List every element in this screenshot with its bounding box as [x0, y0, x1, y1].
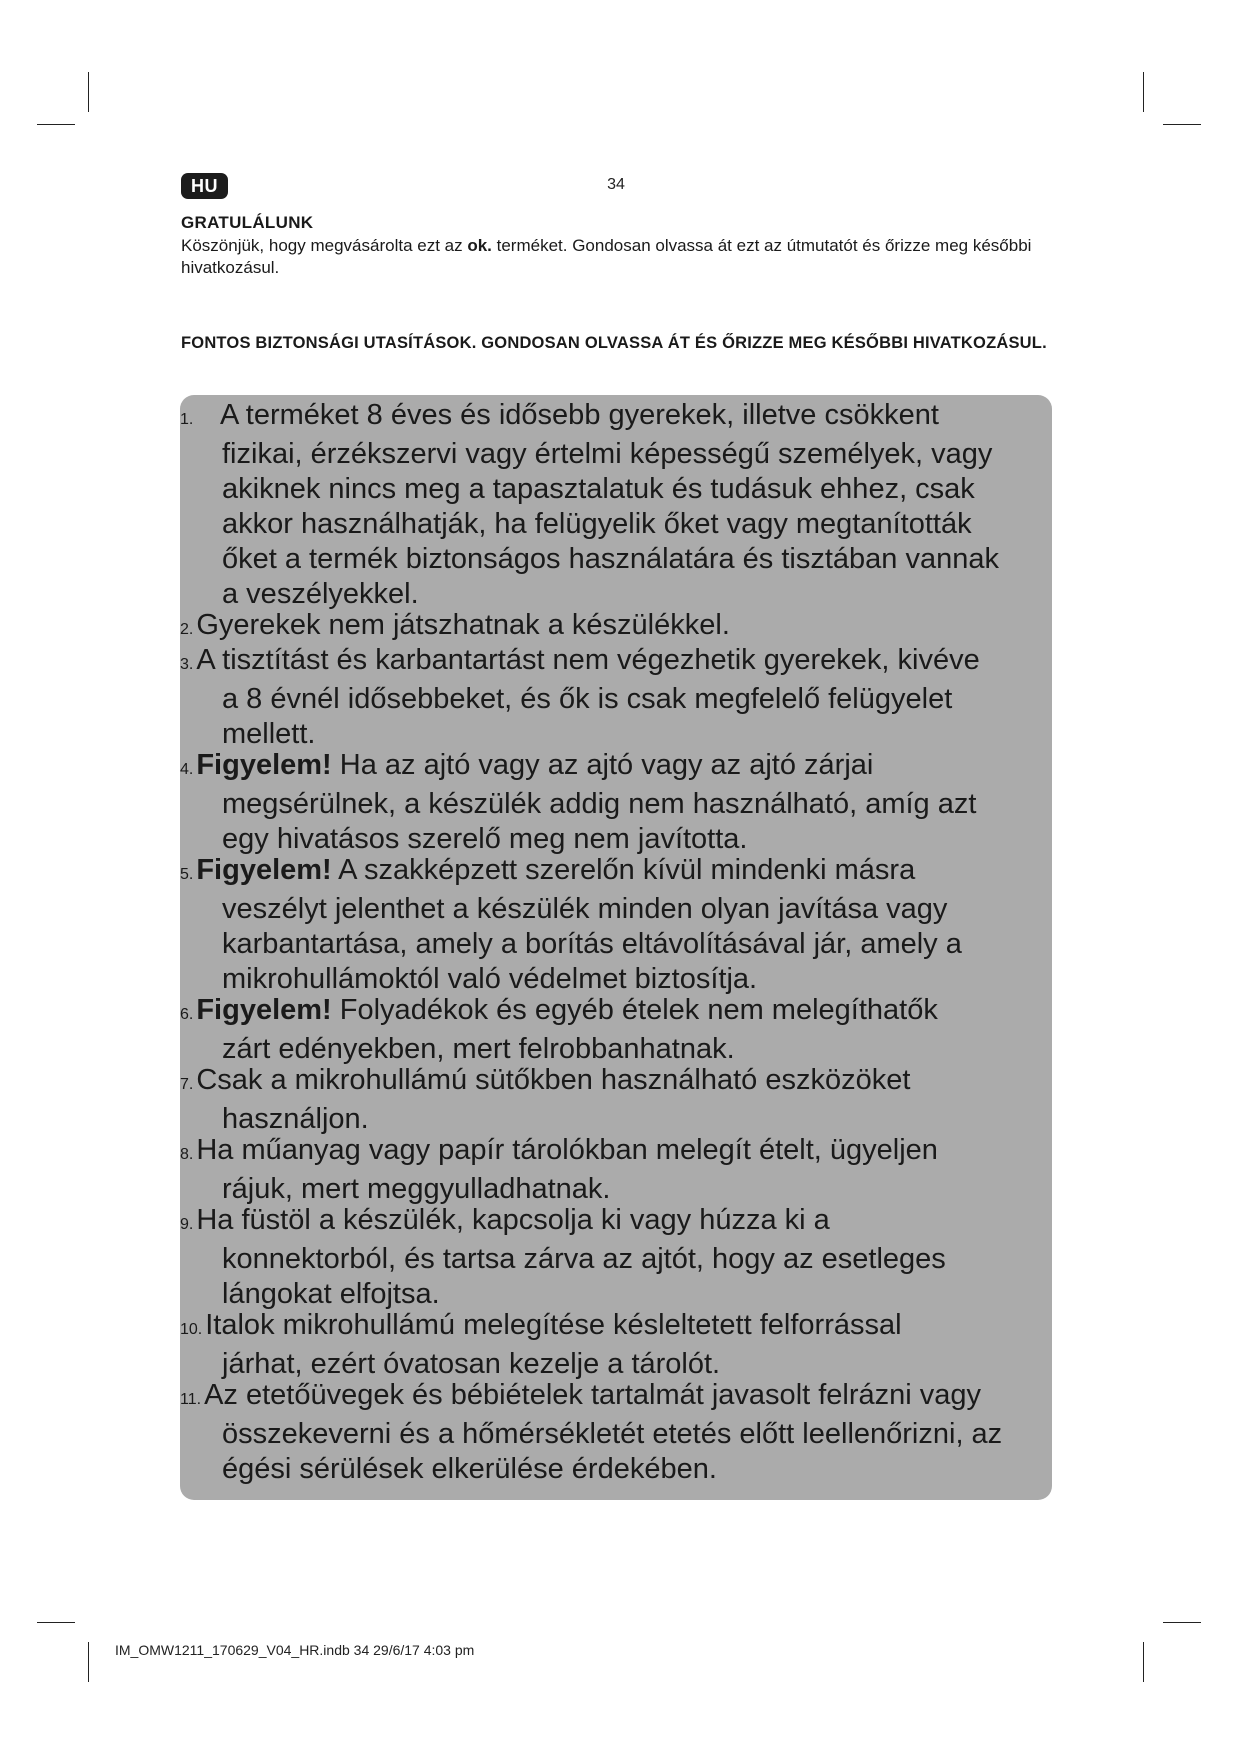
intro-title: GRATULÁLUNK: [181, 213, 314, 232]
safety-item-continuation: egy hivatásos szerelő meg nem javította.: [222, 823, 748, 855]
intro-text: [181, 235, 1061, 279]
safety-item-first-line: [180, 748, 1030, 787]
safety-item-first-line: [180, 643, 1030, 682]
safety-item-text: Ha műanyag vagy papír tárolókban melegít ételt, ügyeljen: [196, 1134, 938, 1166]
intro-text-before: Köszönjük, hogy megvásárolta ezt az: [181, 236, 468, 255]
brand-name: ok.: [467, 236, 492, 255]
safety-item-number: 10.: [180, 1321, 203, 1338]
safety-item-continuation: a veszélyekkel.: [222, 578, 419, 610]
safety-item-continuation: rájuk, mert meggyulladhatnak.: [222, 1173, 611, 1205]
warning-label: Figyelem!: [196, 749, 332, 781]
safety-item: [180, 643, 1030, 752]
crop-mark: [1163, 1622, 1201, 1623]
safety-item-first-line: [180, 853, 1030, 892]
safety-item-continuation: karbantartása, amely a borítás eltávolításával jár, amely a: [222, 928, 962, 960]
safety-item: [180, 748, 1030, 857]
safety-item-continuation: lángokat elfojtsa.: [222, 1278, 440, 1310]
safety-item-first-line: [180, 1063, 1030, 1102]
crop-mark: [88, 1642, 89, 1682]
safety-item-number: 6.: [180, 1006, 194, 1023]
safety-item-number: 4.: [180, 761, 194, 778]
safety-instructions-box: [180, 395, 1052, 1500]
safety-item-continuation: mellett.: [222, 718, 316, 750]
safety-item-continuation: mikrohullámoktól való védelmet biztosítja.: [222, 963, 758, 995]
safety-item-continuation: akiknek nincs meg a tapasztalatuk és tudásuk ehhez, csak: [222, 473, 975, 505]
safety-item-continuation: fizikai, érzékszervi vagy értelmi képességű személyek, vagy: [222, 438, 993, 470]
crop-mark: [88, 72, 89, 112]
safety-item: [180, 608, 1030, 647]
safety-item-text: Folyadékok és egyéb ételek nem melegíthatők: [331, 994, 938, 1026]
safety-item-text: A tisztítást és karbantartást nem végezhetik gyerekek, kivéve: [196, 644, 980, 676]
safety-heading: FONTOS BIZTONSÁGI UTASÍTÁSOK. GONDOSAN OLVASSA ÁT ÉS ŐRIZZE MEG KÉSŐBBI HIVATKOZÁSUL.: [181, 334, 1047, 352]
safety-item-number: 3.: [180, 656, 194, 673]
safety-item-number: 9.: [180, 1216, 194, 1233]
safety-item-continuation: veszélyt jelenthet a készülék minden olyan javítása vagy: [222, 893, 948, 925]
crop-mark: [37, 1622, 75, 1623]
safety-item-continuation: használjon.: [222, 1103, 369, 1135]
safety-item-first-line: [180, 1308, 1030, 1347]
safety-item-continuation: égési sérülések elkerülése érdekében.: [222, 1453, 717, 1485]
safety-item-continuation: összekeverni és a hőmérsékletét etetés előtt leellenőrizni, az: [222, 1418, 1003, 1450]
safety-item: [180, 993, 1030, 1067]
safety-item-text: Italok mikrohullámú melegítése késleltetett felforrással: [205, 1309, 902, 1341]
safety-item-text: Az etetőüvegek és bébiételek tartalmát javasolt felrázni vagy: [204, 1379, 982, 1411]
safety-item-continuation: zárt edényekben, mert felrobbanhatnak.: [222, 1033, 735, 1065]
safety-item-text: Csak a mikrohullámú sütőkben használható eszközöket: [196, 1064, 911, 1096]
safety-item-number: 5.: [180, 866, 194, 883]
safety-item: [180, 1133, 1030, 1207]
safety-item-first-line: [180, 398, 1030, 437]
print-footer: IM_OMW1211_170629_V04_HR.indb 34 29/6/17 4:03 pm: [115, 1642, 475, 1658]
safety-item-first-line: [180, 1378, 1030, 1417]
safety-item: [180, 1308, 1030, 1382]
safety-item-continuation: őket a termék biztonságos használatára és tisztában vannak: [222, 543, 1000, 575]
intro-text-after: terméket. Gondosan olvassa át ezt az útmutatót és őrizze meg későbbi hivatkozásul.: [181, 236, 1032, 277]
language-badge: HU: [181, 173, 228, 199]
safety-item-first-line: [180, 608, 1030, 647]
page-number: 34: [607, 176, 625, 193]
warning-label: Figyelem!: [196, 854, 332, 886]
safety-item-first-line: [180, 1203, 1030, 1242]
safety-item: [180, 1203, 1030, 1312]
safety-item-text: A terméket 8 éves és idősebb gyerekek, illetve csökkent: [220, 399, 939, 431]
safety-item-continuation: járhat, ezért óvatosan kezelje a tárolót.: [222, 1348, 721, 1380]
safety-item-first-line: [180, 1133, 1030, 1172]
crop-mark: [1143, 1642, 1144, 1682]
safety-item-text: Ha füstöl a készülék, kapcsolja ki vagy húzza ki a: [196, 1204, 830, 1236]
safety-item: [180, 1378, 1030, 1487]
crop-mark: [1143, 72, 1144, 112]
safety-item: [180, 398, 1030, 612]
safety-item-continuation: akkor használhatják, ha felügyelik őket vagy megtanították: [222, 508, 972, 540]
safety-item-first-line: [180, 993, 1030, 1032]
safety-item-number: 2.: [180, 621, 194, 638]
safety-item-number: 11.: [180, 1391, 202, 1408]
safety-item-number: 7.: [180, 1076, 194, 1093]
safety-item-text: A szakképzett szerelőn kívül mindenki másra: [331, 854, 916, 886]
crop-mark: [37, 124, 75, 125]
safety-item-number: 8.: [180, 1146, 194, 1163]
safety-item-continuation: megsérülnek, a készülék addig nem használható, amíg azt: [222, 788, 977, 820]
crop-mark: [1163, 124, 1201, 125]
safety-item-number: 1.: [180, 411, 194, 428]
safety-item: [180, 1063, 1030, 1137]
safety-item-continuation: a 8 évnél idősebbeket, és ők is csak megfelelő felügyelet: [222, 683, 953, 715]
safety-item: [180, 853, 1030, 997]
warning-label: Figyelem!: [196, 994, 332, 1026]
safety-item-continuation: konnektorból, és tartsa zárva az ajtót, hogy az esetleges: [222, 1243, 946, 1275]
safety-item-text: Ha az ajtó vagy az ajtó vagy az ajtó zárjai: [331, 749, 874, 781]
safety-item-text: Gyerekek nem játszhatnak a készülékkel.: [196, 609, 730, 641]
